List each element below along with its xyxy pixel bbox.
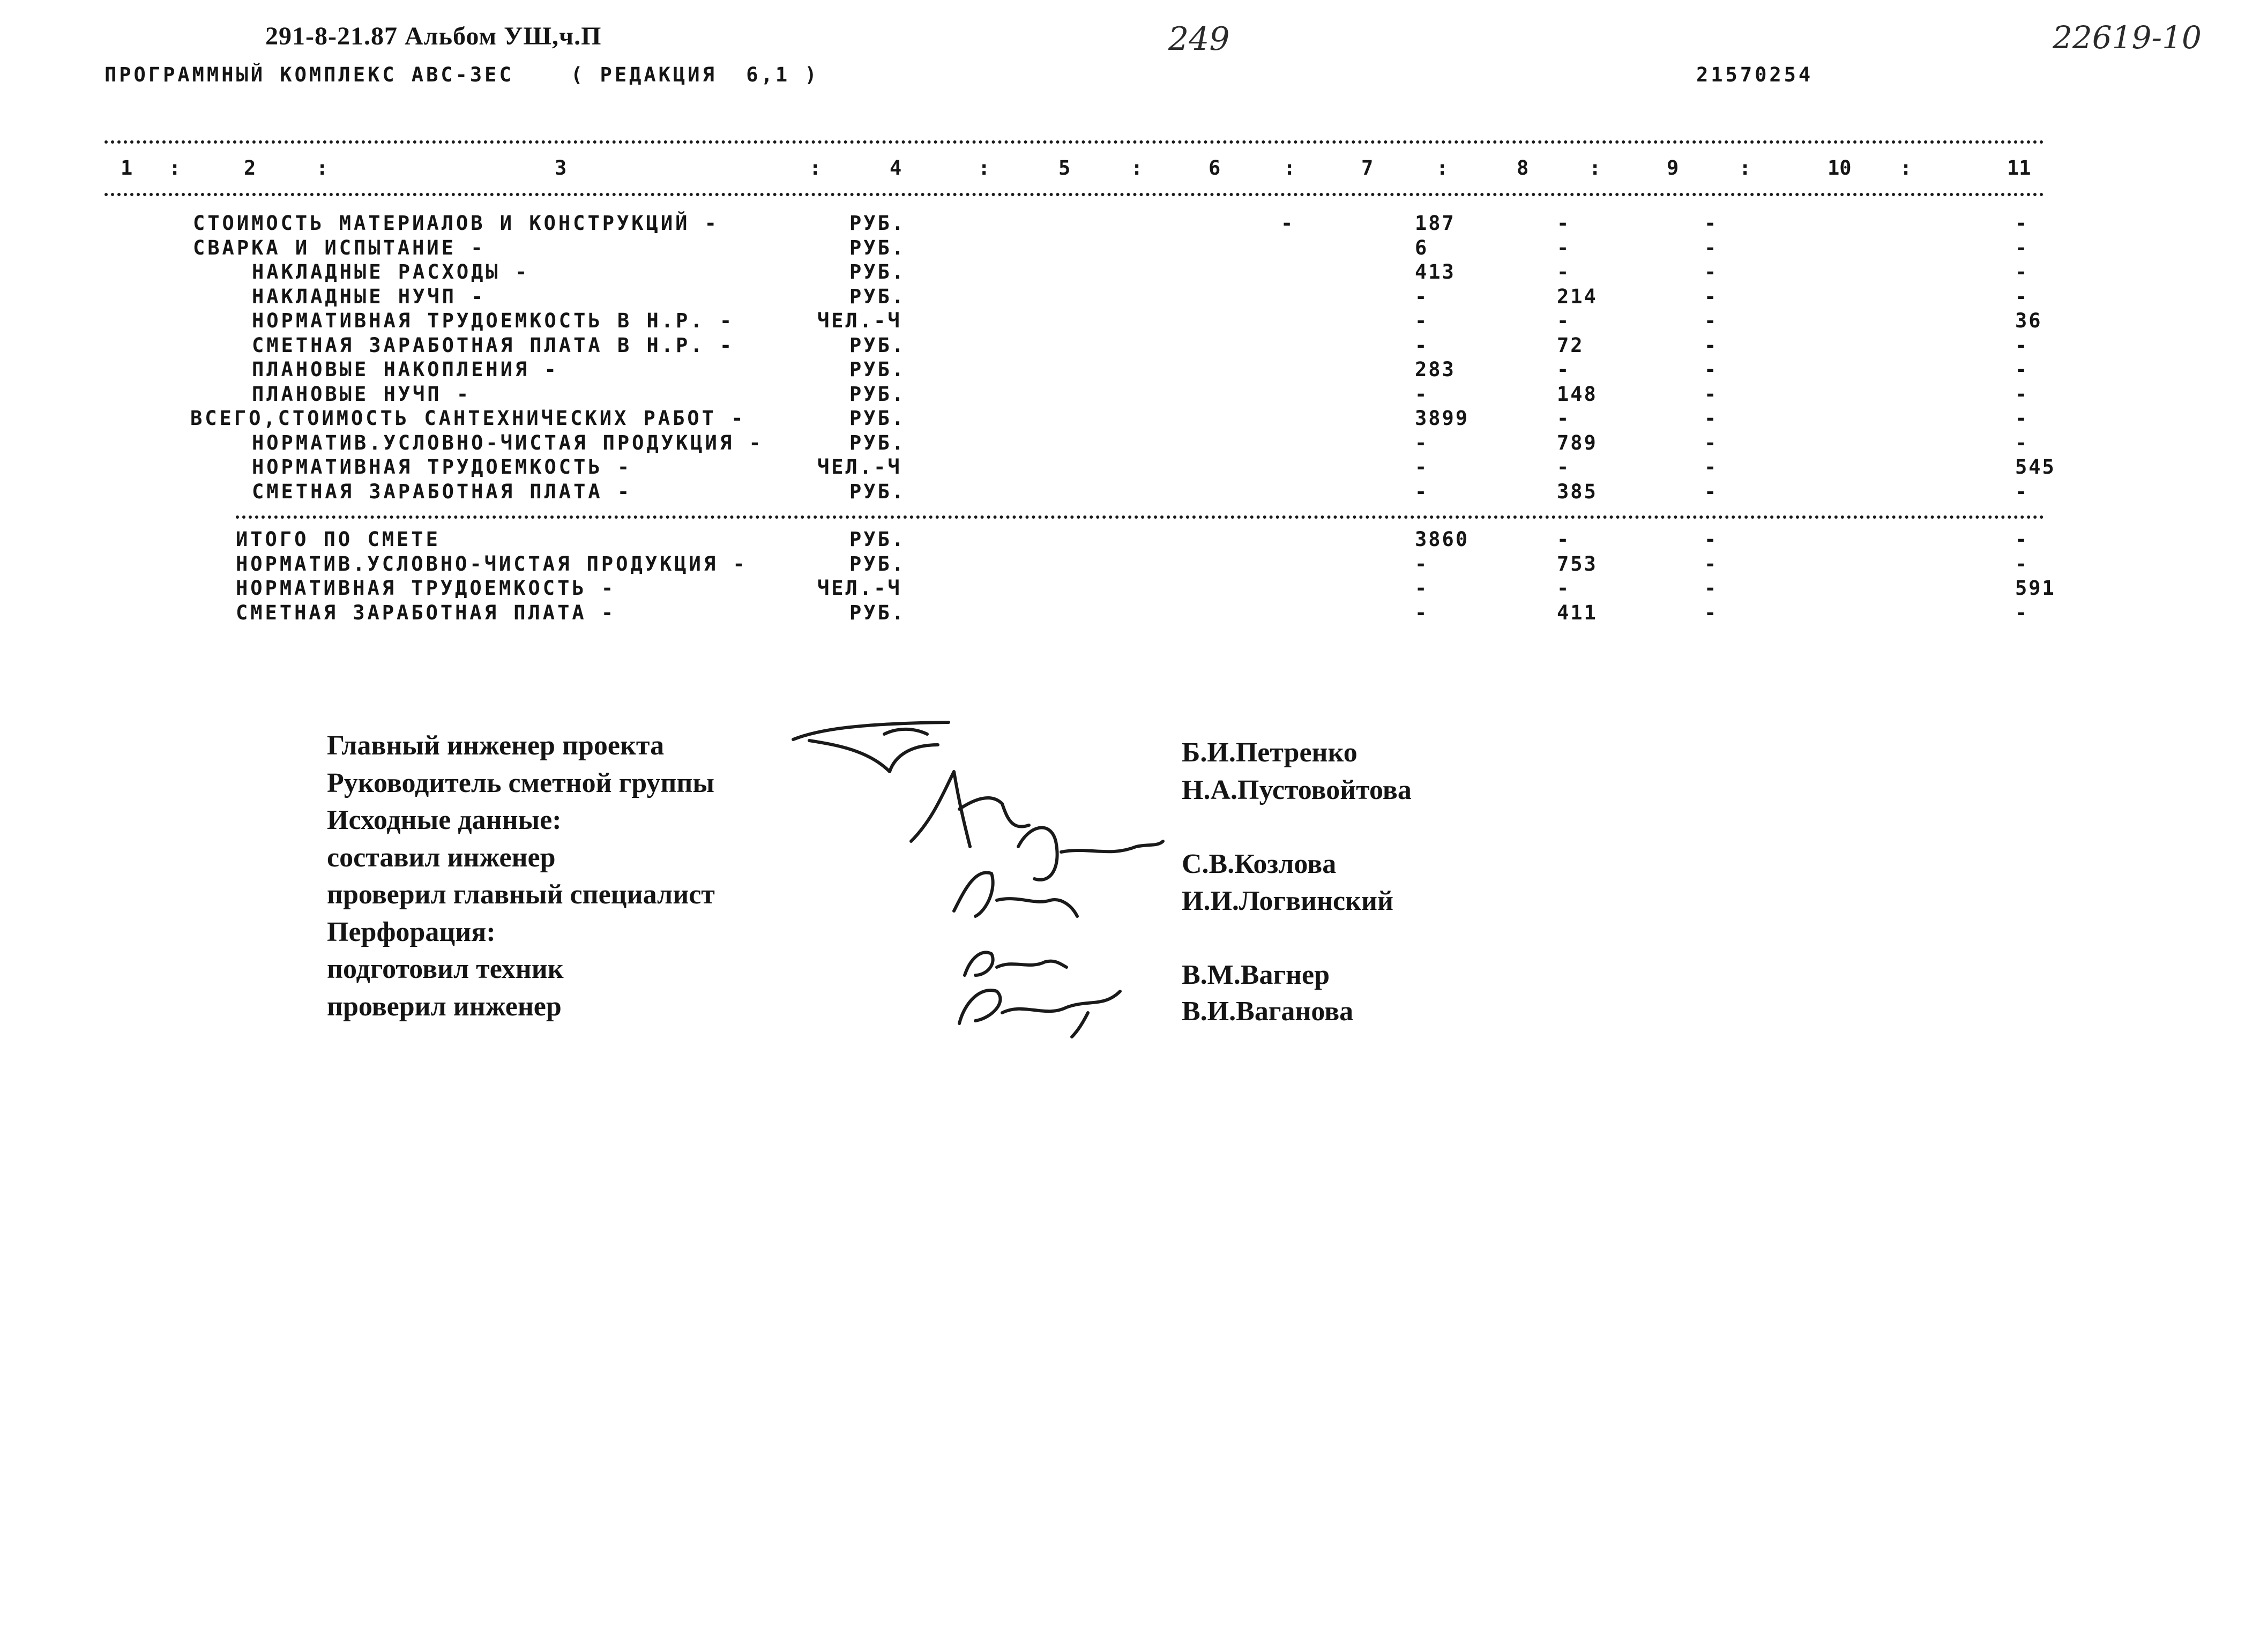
column-separator: : [978,156,990,180]
row-c11: - [2015,480,2027,503]
signature-role: Перфорация: [327,916,496,947]
row-c9: - [1704,455,1717,479]
row-name: ВСЕГО,СТОИМОСТЬ САНТЕХНИЧЕСКИХ РАБОТ - [190,407,746,430]
column-separator: : [169,156,181,180]
total-name: ИТОГО ПО СМЕТЕ [236,528,441,551]
signature-role: Руководитель сметной группы [327,767,714,798]
row-c9: - [1704,480,1717,503]
column-header-10: 10 [1828,156,1852,180]
row-c8: 72 [1557,334,1584,357]
total-unit: РУБ. [849,601,906,624]
program-line: ПРОГРАММНЫЙ КОМПЛЕКС АВС-3ЕС [105,63,514,86]
row-c8: - [1557,236,1569,259]
row-unit: ЧЕЛ.-Ч [817,309,902,332]
total-name: СМЕТНАЯ ЗАРАБОТНАЯ ПЛАТА - [236,601,616,624]
row-c9: - [1704,236,1717,259]
table-top-rule [105,140,2045,144]
total-c8: 411 [1557,601,1598,624]
row-c11: - [2015,212,2027,235]
document-code: 291-8-21.87 Альбом УШ,ч.П [265,22,602,50]
row-c7: 413 [1415,260,1456,283]
signatory-name: И.И.Логвинский [1182,886,1393,916]
signatory-name: Б.И.Петренко [1182,737,1358,768]
row-c7: 6 [1415,236,1429,259]
row-c7: - [1415,431,1427,454]
row-c8: - [1557,212,1569,235]
row-unit: РУБ. [849,431,906,454]
row-c7: - [1415,383,1427,406]
column-separator: : [1739,156,1751,180]
row-c11: - [2015,383,2027,406]
row-unit: РУБ. [849,212,906,235]
row-c9: - [1704,334,1717,357]
total-c8: 753 [1557,552,1598,575]
row-c8: - [1557,358,1569,381]
row-name: СВАРКА И ИСПЫТАНИЕ - [193,236,486,259]
total-unit: ЧЕЛ.-Ч [817,577,902,600]
total-c9: - [1704,577,1717,600]
total-c8: - [1557,577,1569,600]
row-c11: - [2015,431,2027,454]
row-c8: 214 [1557,285,1598,308]
total-c7: - [1415,601,1427,624]
column-header-5: 5 [1058,156,1071,180]
document-id: 21570254 [1696,63,1814,86]
row-c7: - [1415,309,1427,332]
total-c11: - [2015,528,2027,551]
row-c8: - [1557,455,1569,479]
row-c7: - [1415,455,1427,479]
row-name: НОРМАТИВ.УСЛОВНО-ЧИСТАЯ ПРОДУКЦИЯ - [252,431,764,454]
row-c11: - [2015,358,2027,381]
column-separator: : [1284,156,1296,180]
column-separator: : [1589,156,1601,180]
row-c7: 3899 [1415,407,1470,430]
total-name: НОРМАТИВНАЯ ТРУДОЕМКОСТЬ - [236,577,616,600]
total-c7: - [1415,577,1427,600]
row-c7: 187 [1415,212,1456,235]
row-c9: - [1704,383,1717,406]
row-name: НАКЛАДНЫЕ НУЧП - [252,285,486,308]
row-c9: - [1704,212,1717,235]
total-c9: - [1704,601,1717,624]
page-number: 249 [1168,20,1230,58]
row-c9: - [1704,407,1717,430]
row-unit: РУБ. [849,383,906,406]
row-c11: - [2015,334,2027,357]
row-c8: 148 [1557,383,1598,406]
row-name: СТОИМОСТЬ МАТЕРИАЛОВ И КОНСТРУКЦИЙ - [193,212,719,235]
row-c8: - [1557,309,1569,332]
column-header-2: 2 [244,156,256,180]
column-separator: : [1436,156,1449,180]
column-header-6: 6 [1209,156,1221,180]
row-name: ПЛАНОВЫЕ НАКОПЛЕНИЯ - [252,358,559,381]
row-name: НОРМАТИВНАЯ ТРУДОЕМКОСТЬ - [252,455,632,479]
row-c9: - [1704,358,1717,381]
row-c11: - [2015,260,2027,283]
signature-logvinskiy [943,857,1083,927]
total-c11: - [2015,601,2027,624]
table-header-rule [105,193,2045,196]
column-header-1: 1 [121,156,133,180]
row-c7: 283 [1415,358,1456,381]
total-unit: РУБ. [849,528,906,551]
row-unit: РУБ. [849,358,906,381]
row-unit: РУБ. [849,236,906,259]
signatory-name: В.М.Вагнер [1182,960,1330,990]
column-header-9: 9 [1667,156,1679,180]
row-name: СМЕТНАЯ ЗАРАБОТНАЯ ПЛАТА - [252,480,632,503]
row-name: НОРМАТИВНАЯ ТРУДОЕМКОСТЬ В Н.Р. - [252,309,735,332]
total-c7: - [1415,552,1427,575]
signature-role: проверил главный специалист [327,879,715,910]
row-c11: 36 [2015,309,2042,332]
total-c11: - [2015,552,2027,575]
edition-label: ( РЕДАКЦИЯ 6,1 ) [571,63,819,86]
row-c7: - [1415,480,1427,503]
row-c7: - [1415,285,1427,308]
signatory-name: В.И.Ваганова [1182,996,1354,1027]
total-c11: 591 [2015,577,2056,600]
corner-number: 22619-10 [2053,19,2202,56]
row-c8: - [1557,260,1569,283]
signature-role: Главный инженер проекта [327,730,665,761]
row-c11: - [2015,285,2027,308]
column-header-8: 8 [1517,156,1529,180]
row-c8: - [1557,407,1569,430]
column-header-3: 3 [555,156,567,180]
totals-rule [236,515,2045,519]
column-header-4: 4 [890,156,902,180]
row-c8: 385 [1557,480,1598,503]
total-c9: - [1704,528,1717,551]
row-c11: 545 [2015,455,2056,479]
column-separator: : [809,156,822,180]
total-name: НОРМАТИВ.УСЛОВНО-ЧИСТАЯ ПРОДУКЦИЯ - [236,552,748,575]
column-separator: : [1131,156,1143,180]
row-name: СМЕТНАЯ ЗАРАБОТНАЯ ПЛАТА В Н.Р. - [252,334,735,357]
row-unit: РУБ. [849,334,906,357]
signature-role: составил инженер [327,842,556,873]
row-c9: - [1704,431,1717,454]
column-header-7: 7 [1361,156,1374,180]
row-name: ПЛАНОВЫЕ НУЧП - [252,383,472,406]
row-unit: РУБ. [849,407,906,430]
row-c11: - [2015,236,2027,259]
row-name: НАКЛАДНЫЕ РАСХОДЫ - [252,260,530,283]
row-unit: ЧЕЛ.-Ч [817,455,902,479]
signatory-name: С.В.Козлова [1182,849,1337,879]
total-unit: РУБ. [849,552,906,575]
row-c11: - [2015,407,2027,430]
row-unit: РУБ. [849,285,906,308]
row-c7: - [1415,334,1427,357]
row-c9: - [1704,309,1717,332]
signature-role: подготовил техник [327,954,564,984]
column-header-11: 11 [2007,156,2031,180]
signature-vaganova [949,975,1125,1040]
total-c7: 3860 [1415,528,1470,551]
total-c9: - [1704,552,1717,575]
total-c8: - [1557,528,1569,551]
row-c9: - [1704,260,1717,283]
column-separator: : [1900,156,1912,180]
row-c8: 789 [1557,431,1598,454]
row-c9: - [1704,285,1717,308]
signature-role: Исходные данные: [327,805,562,835]
signature-role: проверил инженер [327,991,562,1022]
row-c6: - [1281,212,1293,235]
column-separator: : [316,156,329,180]
signatory-name: Н.А.Пустовойтова [1182,775,1412,805]
row-unit: РУБ. [849,260,906,283]
row-unit: РУБ. [849,480,906,503]
